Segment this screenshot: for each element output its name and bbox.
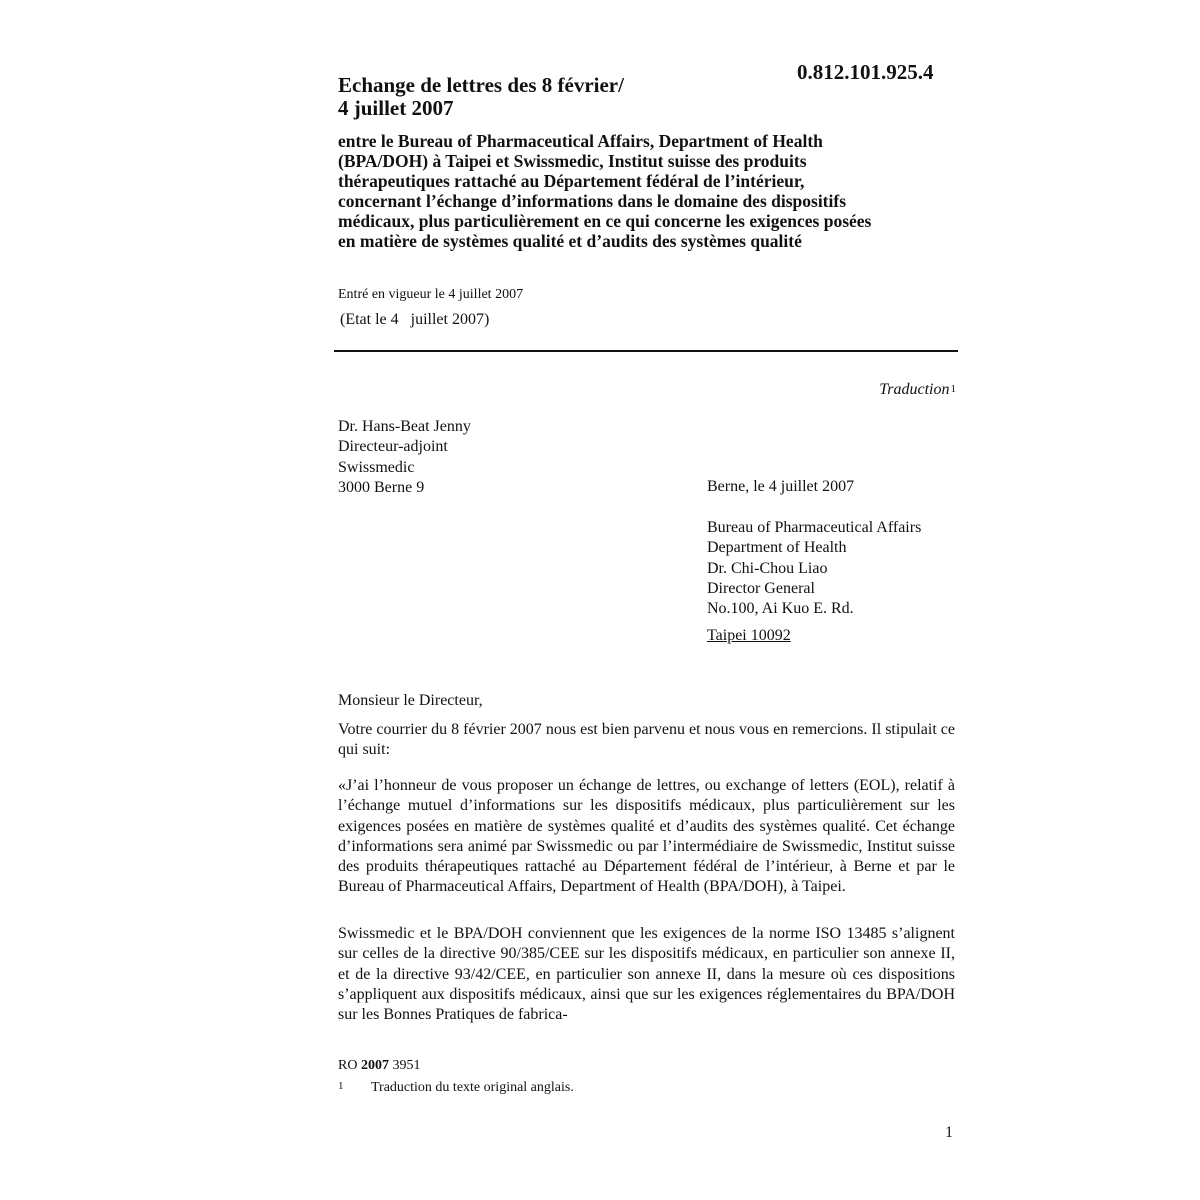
ro-year: 2007 [360, 1058, 389, 1073]
recipient-city: Taipei 10092 [707, 627, 791, 644]
sender-line: Dr. Hans-Beat Jenny [338, 418, 471, 435]
document-subtitle [338, 131, 968, 251]
subtitle-line: concernant l’échange d’informations dans le domaine des dispositifs [338, 191, 847, 211]
sender-line: Directeur-adjoint [338, 438, 448, 456]
title-line: 4 juillet 2007 [338, 96, 454, 120]
recipient-line: Dr. Chi-Chou Liao [707, 559, 828, 577]
translation-label: Traduction [879, 381, 950, 398]
ro-reference [338, 1058, 420, 1074]
footnote-mark: 1 [338, 1080, 344, 1092]
sr-number: 0.812.101.925.4 [797, 60, 934, 84]
body-paragraph: Swissmedic et le BPA/DOH conviennent que les exigences de la norme ISO 13485 s’alignent sur celles de la directive 90/385/CEE sur les dispositifs médicaux, en particulier son annexe II, et de la directive 93/42/CEE, en particulier son annexe II, dans la mesure où ces dispositions s’appliquent aux dispositifs médicaux, ainsi que sur les exigences réglementaires du BPA/DOH sur les Bonnes Pratiques de fabrica- [338, 925, 955, 1024]
subtitle-line: médicaux, plus particulièrement en ce qui concerne les exigences posées [338, 211, 872, 231]
header-divider [334, 350, 958, 352]
place-date: Berne, le 4 juillet 2007 [707, 478, 855, 495]
sender-line: Swissmedic [338, 458, 415, 476]
subtitle-line: en matière de systèmes qualité et d’audits des systèmes qualité [338, 231, 802, 251]
entry-into-force: Entré en vigueur le 4 juillet 2007 [338, 287, 524, 302]
sender-line: 3000 Berne 9 [338, 478, 425, 496]
sender-address [338, 417, 471, 498]
footnote-ref[interactable]: 1 [950, 383, 956, 395]
ro-page: 3951 [392, 1058, 421, 1073]
recipient-line: Department of Health [707, 539, 847, 557]
recipient-line: Director General [707, 579, 815, 597]
footnote [338, 1080, 574, 1096]
footnote-text: Traduction du texte original anglais. [371, 1080, 574, 1095]
page-number: 1 [945, 1124, 953, 1141]
subtitle-line: (BPA/DOH) à Taipei et Swissmedic, Institut suisse des produits [338, 151, 807, 171]
state-date: (Etat le 4 juillet 2007) [340, 311, 490, 328]
title-line: Echange de lettres des 8 février/ [338, 73, 624, 97]
ro-prefix: RO [338, 1058, 358, 1073]
subtitle-line: thérapeutiques rattaché au Département fédéral de l’intérieur, [338, 171, 805, 191]
recipient-address [707, 518, 921, 619]
recipient-line: Bureau of Pharmaceutical Affairs [707, 519, 922, 536]
translation-note [879, 381, 956, 399]
body-paragraph: «J’ai l’honneur de vous proposer un échange de lettres, ou exchange of letters (EOL), relatif à l’échange mutuel d’informations sur les dispositifs médicaux, plus particulièrement sur les exigences posées en matière de systèmes qualité et d’audits des systèmes qualité. Cet échange d’informations sera animé par Swissmedic ou par l’intermédiaire de Swissmedic, Institut suisse des produits thérapeutiques rattaché au Département fédéral de l’intérieur, à Berne et par le Bureau of Pharmaceutical Affairs, Department of Health (BPA/DOH), à Taipei. [338, 777, 955, 896]
recipient-line: No.100, Ai Kuo E. Rd. [707, 600, 854, 618]
salutation: Monsieur le Directeur, [338, 692, 483, 709]
body-paragraph: Votre courrier du 8 février 2007 nous est bien parvenu et nous vous en remercions. Il stipulait ce qui suit: [338, 721, 955, 759]
subtitle-line: entre le Bureau of Pharmaceutical Affairs, Department of Health [338, 131, 823, 151]
document-title [338, 74, 718, 120]
